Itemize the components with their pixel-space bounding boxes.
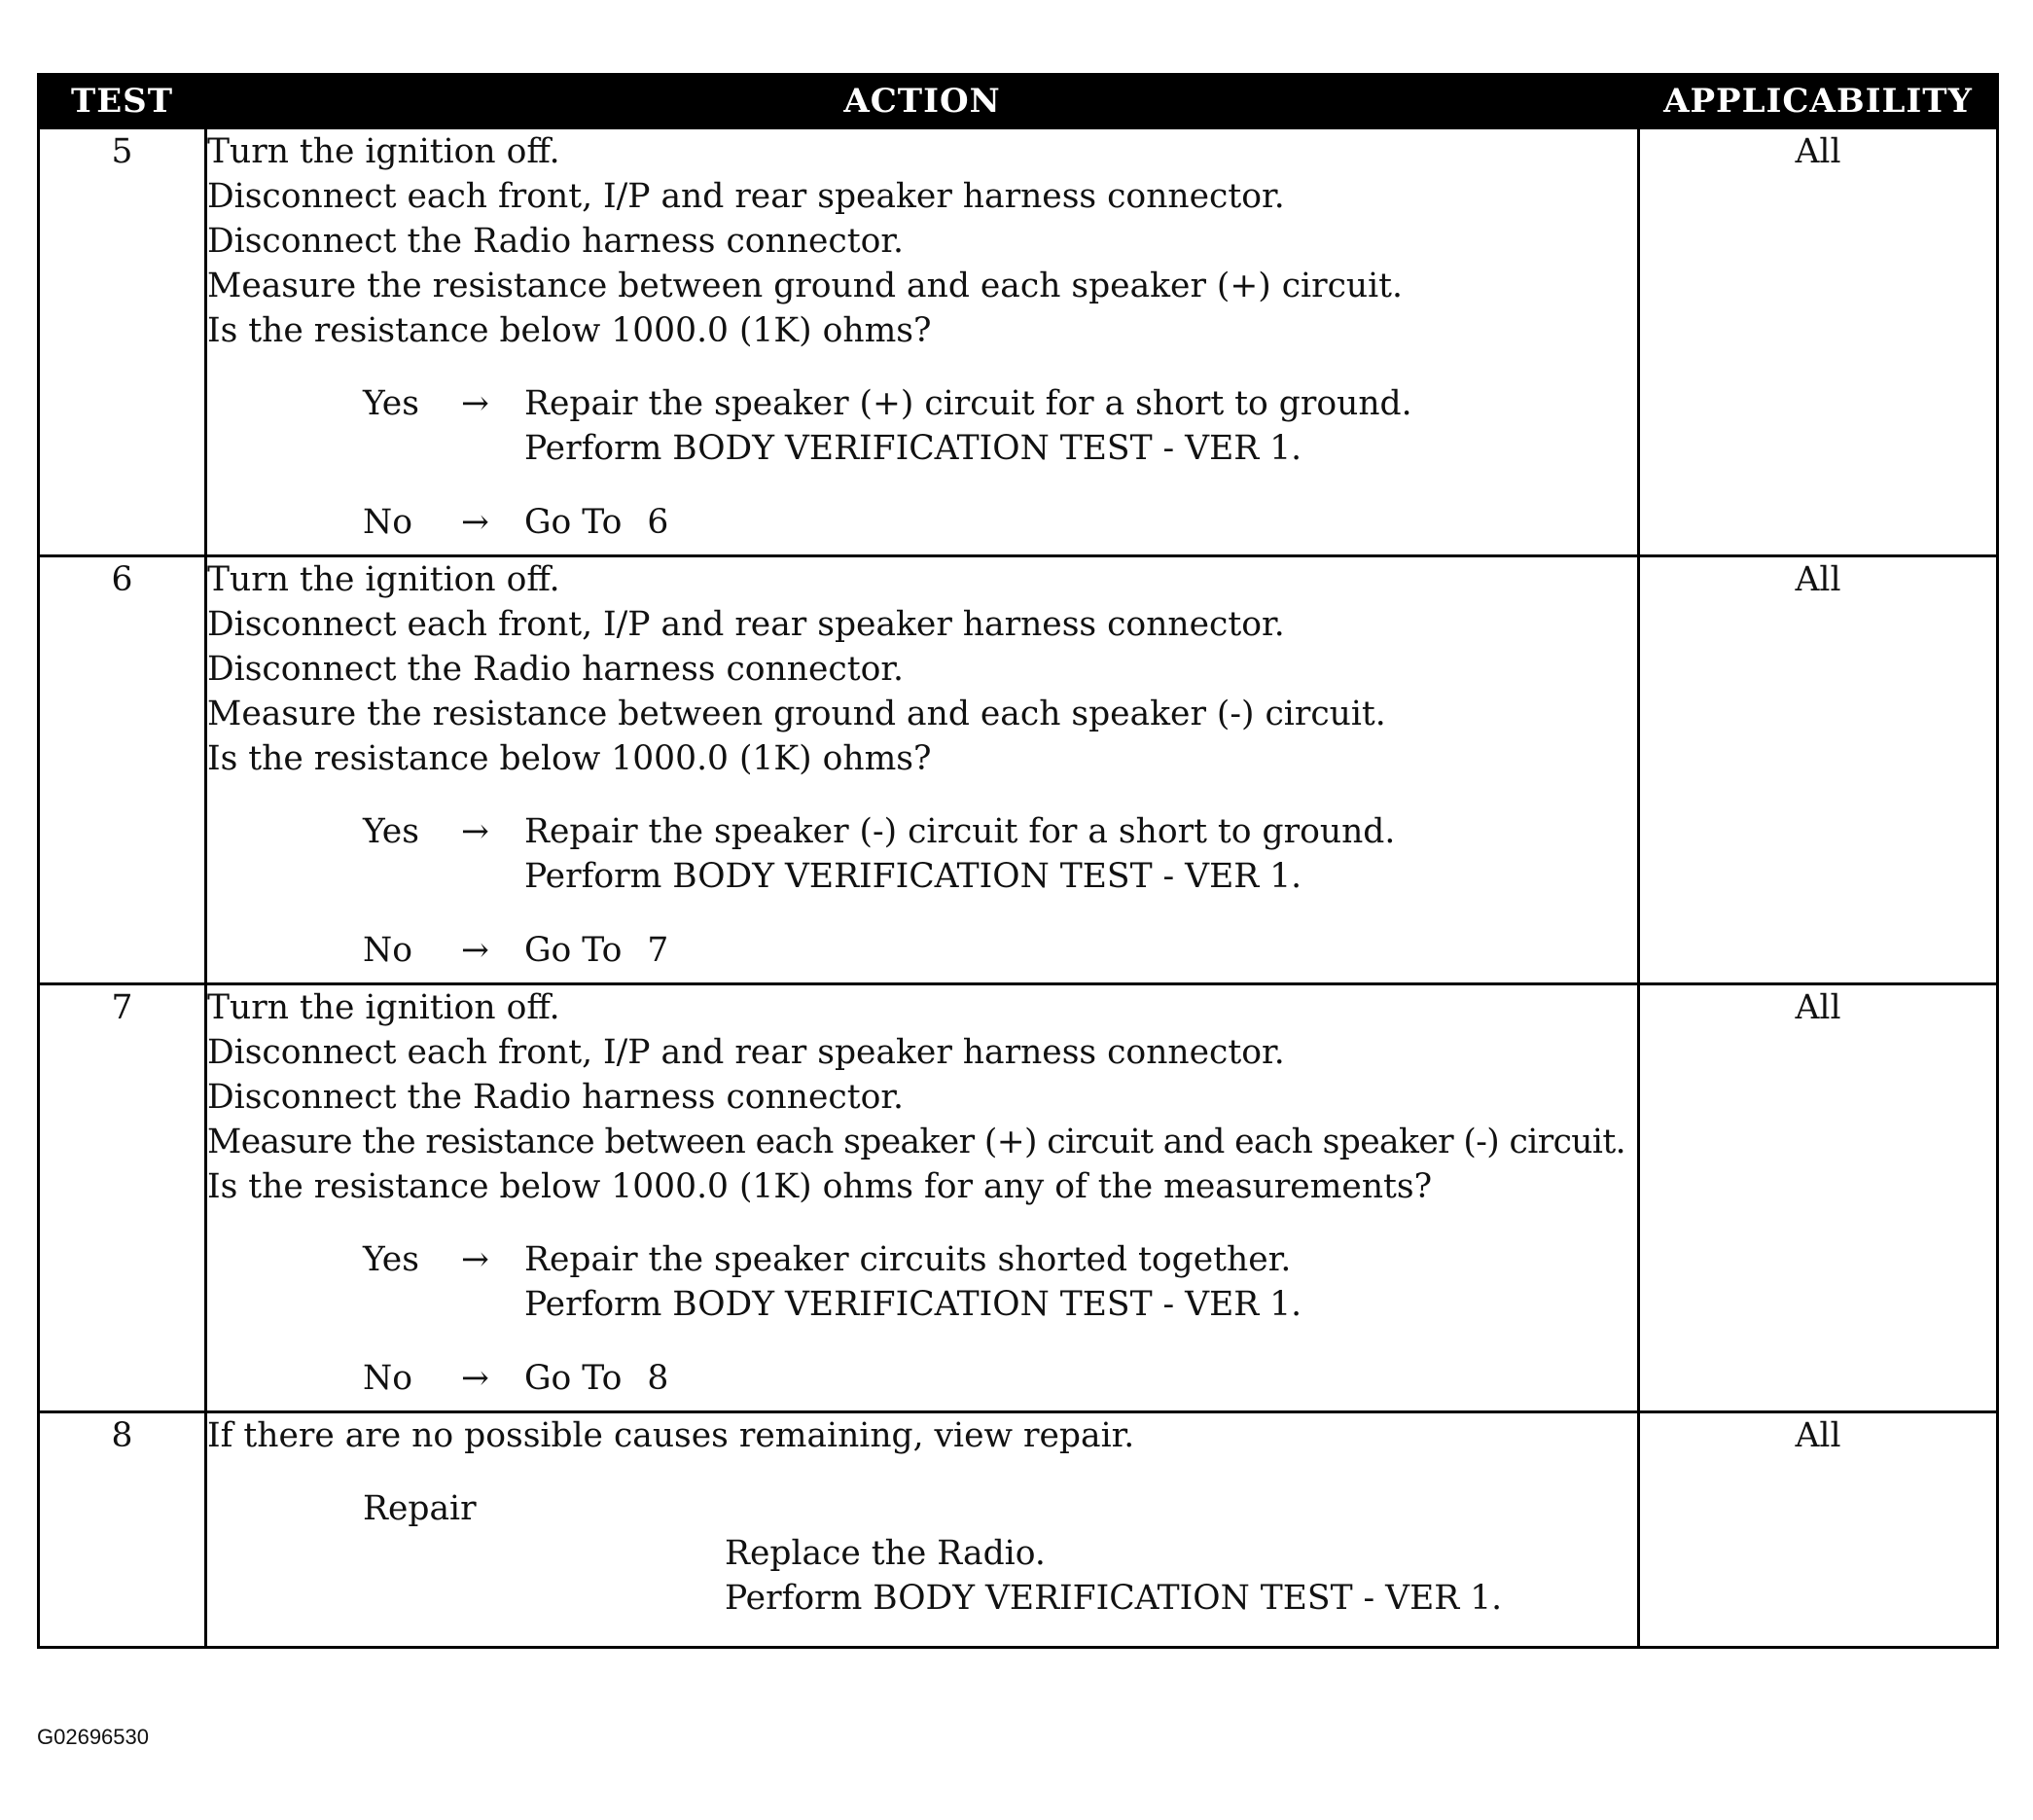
action-cell (206, 556, 1639, 984)
no-branch (363, 928, 1637, 973)
no-label: No (363, 503, 412, 542)
table-row (39, 1412, 1998, 1648)
arrow-right-icon: → (461, 812, 489, 851)
repair-label: Repair (363, 1489, 477, 1528)
diagnostic-test-table (37, 73, 1999, 1649)
no-branch (363, 1356, 1637, 1401)
yes-outcome-line: Perform BODY VERIFICATION TEST - VER 1. (524, 857, 1302, 896)
yes-label: Yes (363, 384, 419, 423)
yes-branch (363, 381, 1637, 471)
applicability-cell: All (1639, 556, 1998, 984)
yes-outcome-line: Repair the speaker circuits shorted together. (524, 1240, 1292, 1279)
goto-target: 7 (647, 931, 669, 970)
goto-target: 6 (647, 503, 669, 542)
goto-label: Go To (524, 503, 623, 542)
test-number: 7 (39, 984, 206, 1412)
arrow-right-icon: → (461, 384, 489, 423)
applicability-cell: All (1639, 984, 1998, 1412)
action-step: Measure the resistance between ground and each speaker (+) circuit. (207, 267, 1403, 305)
table-row (39, 556, 1998, 984)
goto-label: Go To (524, 931, 623, 970)
figure-id: G02696530 (37, 1725, 149, 1749)
applicability-cell: All (1639, 128, 1998, 556)
action-step: Turn the ignition off. (207, 560, 560, 599)
yes-outcome (524, 1237, 1637, 1327)
repair-step: Perform BODY VERIFICATION TEST - VER 1. (725, 1579, 1503, 1618)
yes-branch (363, 809, 1637, 899)
no-label: No (363, 1359, 412, 1398)
action-step: Disconnect each front, I/P and rear speaker harness connector. (207, 1033, 1285, 1072)
table-row (39, 984, 1998, 1412)
test-number: 5 (39, 128, 206, 556)
test-number: 8 (39, 1412, 206, 1648)
action-step: Disconnect each front, I/P and rear speaker harness connector. (207, 605, 1285, 644)
header-test: TEST (39, 75, 206, 128)
action-step: Disconnect each front, I/P and rear speaker harness connector. (207, 177, 1285, 216)
yes-label: Yes (363, 1240, 419, 1279)
action-cell (206, 1412, 1639, 1648)
action-cell (206, 984, 1639, 1412)
action-step: Measure the resistance between ground and each speaker (-) circuit. (207, 695, 1386, 733)
goto-label: Go To (524, 1359, 623, 1398)
arrow-right-icon: → (461, 1359, 489, 1398)
test-number: 6 (39, 556, 206, 984)
yes-outcome-line: Repair the speaker (-) circuit for a short to ground. (524, 812, 1396, 851)
action-step: Turn the ignition off. (207, 132, 560, 171)
yes-outcome (524, 381, 1637, 471)
action-question: Is the resistance below 1000.0 (1K) ohms? (207, 311, 932, 350)
repair-step: Replace the Radio. (725, 1534, 1046, 1573)
action-cell (206, 128, 1639, 556)
yes-outcome (524, 809, 1637, 899)
yes-outcome-line: Perform BODY VERIFICATION TEST - VER 1. (524, 1285, 1302, 1324)
arrow-right-icon: → (461, 503, 489, 542)
arrow-right-icon: → (461, 931, 489, 970)
no-outcome (524, 500, 1637, 545)
header-applicability: APPLICABILITY (1639, 75, 1998, 128)
arrow-right-icon: → (461, 1240, 489, 1279)
action-step: Disconnect the Radio harness connector. (207, 650, 905, 689)
yes-outcome-line: Perform BODY VERIFICATION TEST - VER 1. (524, 429, 1302, 468)
no-branch (363, 500, 1637, 545)
action-step: If there are no possible causes remaining, view repair. (207, 1416, 1135, 1455)
no-outcome (524, 1356, 1637, 1401)
table-header-row (39, 75, 1998, 128)
yes-outcome-line: Repair the speaker (+) circuit for a short to ground. (524, 384, 1412, 423)
header-action: ACTION (206, 75, 1639, 128)
yes-label: Yes (363, 812, 419, 851)
action-question: Is the resistance below 1000.0 (1K) ohms for any of the measurements? (207, 1167, 1433, 1206)
action-step: Disconnect the Radio harness connector. (207, 222, 905, 261)
no-label: No (363, 931, 412, 970)
action-step: Turn the ignition off. (207, 988, 560, 1027)
applicability-cell: All (1639, 1412, 1998, 1648)
action-question: Is the resistance below 1000.0 (1K) ohms? (207, 739, 932, 778)
goto-target: 8 (647, 1359, 669, 1398)
no-outcome (524, 928, 1637, 973)
action-step: Measure the resistance between each speaker (+) circuit and each speaker (-) circuit. (207, 1123, 1625, 1161)
table-row (39, 128, 1998, 556)
action-step: Disconnect the Radio harness connector. (207, 1078, 905, 1117)
yes-branch (363, 1237, 1637, 1327)
